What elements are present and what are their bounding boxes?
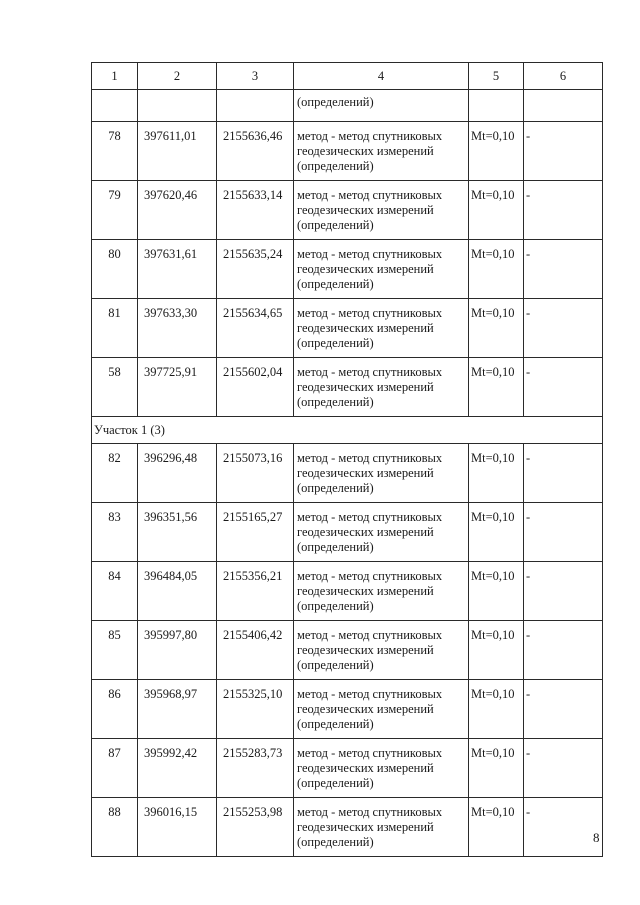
continuation-cell-6 bbox=[524, 90, 603, 122]
table-row bbox=[92, 680, 603, 739]
point-number-cell: 85 bbox=[92, 621, 138, 680]
coordinate-y-cell: 2155356,21 bbox=[217, 562, 294, 621]
method-cell: метод - метод спутниковых геодезических измерений (определений) bbox=[294, 358, 469, 417]
continuation-cell-2 bbox=[138, 90, 217, 122]
coordinate-x-cell: 395992,42 bbox=[138, 739, 217, 798]
note-cell: - bbox=[524, 503, 603, 562]
coordinate-x-cell: 396484,05 bbox=[138, 562, 217, 621]
note-cell: - bbox=[524, 358, 603, 417]
continuation-method-cell: (определений) bbox=[294, 90, 469, 122]
coordinate-y-cell: 2155636,46 bbox=[217, 122, 294, 181]
note-cell: - bbox=[524, 240, 603, 299]
point-number-cell: 82 bbox=[92, 444, 138, 503]
coordinate-x-cell: 397620,46 bbox=[138, 181, 217, 240]
point-number-cell: 81 bbox=[92, 299, 138, 358]
table-header-row bbox=[92, 63, 603, 90]
coordinate-x-cell: 395997,80 bbox=[138, 621, 217, 680]
note-cell: - bbox=[524, 739, 603, 798]
page-number: 8 bbox=[593, 830, 600, 845]
coordinate-y-cell: 2155406,42 bbox=[217, 621, 294, 680]
coordinate-x-cell: 396351,56 bbox=[138, 503, 217, 562]
column-number-2: 2 bbox=[138, 63, 217, 90]
method-cell: метод - метод спутниковых геодезических измерений (определений) bbox=[294, 503, 469, 562]
coordinate-x-cell: 397611,01 bbox=[138, 122, 217, 181]
table-row bbox=[92, 240, 603, 299]
continuation-cell-1 bbox=[92, 90, 138, 122]
coordinate-y-cell: 2155634,65 bbox=[217, 299, 294, 358]
coordinate-y-cell: 2155073,16 bbox=[217, 444, 294, 503]
accuracy-cell: Mt=0,10 bbox=[469, 299, 524, 358]
table-row bbox=[92, 299, 603, 358]
coordinates-table bbox=[91, 62, 603, 857]
accuracy-cell: Mt=0,10 bbox=[469, 621, 524, 680]
accuracy-cell: Mt=0,10 bbox=[469, 680, 524, 739]
point-number-cell: 87 bbox=[92, 739, 138, 798]
note-cell: - bbox=[524, 181, 603, 240]
note-cell: - bbox=[524, 562, 603, 621]
column-number-1: 1 bbox=[92, 63, 138, 90]
table-row bbox=[92, 621, 603, 680]
table-row bbox=[92, 503, 603, 562]
section-label: Участок 1 (3) bbox=[92, 417, 603, 444]
note-cell: - bbox=[524, 444, 603, 503]
method-cell: метод - метод спутниковых геодезических измерений (определений) bbox=[294, 181, 469, 240]
note-cell: - bbox=[524, 122, 603, 181]
point-number-cell: 88 bbox=[92, 798, 138, 857]
point-number-cell: 58 bbox=[92, 358, 138, 417]
table-row bbox=[92, 444, 603, 503]
table-row bbox=[92, 739, 603, 798]
coordinate-y-cell: 2155165,27 bbox=[217, 503, 294, 562]
accuracy-cell: Mt=0,10 bbox=[469, 240, 524, 299]
accuracy-cell: Mt=0,10 bbox=[469, 503, 524, 562]
coordinate-x-cell: 395968,97 bbox=[138, 680, 217, 739]
table-row bbox=[92, 181, 603, 240]
method-cell: метод - метод спутниковых геодезических измерений (определений) bbox=[294, 240, 469, 299]
accuracy-cell: Mt=0,10 bbox=[469, 122, 524, 181]
coordinate-x-cell: 397725,91 bbox=[138, 358, 217, 417]
coordinate-x-cell: 397633,30 bbox=[138, 299, 217, 358]
method-cell: метод - метод спутниковых геодезических измерений (определений) bbox=[294, 444, 469, 503]
accuracy-cell: Mt=0,10 bbox=[469, 562, 524, 621]
table-row bbox=[92, 358, 603, 417]
coordinate-y-cell: 2155253,98 bbox=[217, 798, 294, 857]
section-row bbox=[92, 417, 603, 444]
note-cell: - bbox=[524, 680, 603, 739]
accuracy-cell: Mt=0,10 bbox=[469, 798, 524, 857]
method-cell: метод - метод спутниковых геодезических измерений (определений) bbox=[294, 621, 469, 680]
point-number-cell: 80 bbox=[92, 240, 138, 299]
point-number-cell: 78 bbox=[92, 122, 138, 181]
method-cell: метод - метод спутниковых геодезических измерений (определений) bbox=[294, 299, 469, 358]
method-cell: метод - метод спутниковых геодезических измерений (определений) bbox=[294, 680, 469, 739]
note-cell: - bbox=[524, 299, 603, 358]
point-number-cell: 79 bbox=[92, 181, 138, 240]
coordinate-y-cell: 2155325,10 bbox=[217, 680, 294, 739]
column-number-6: 6 bbox=[524, 63, 603, 90]
accuracy-cell: Mt=0,10 bbox=[469, 358, 524, 417]
table-row bbox=[92, 122, 603, 181]
continuation-cell-3 bbox=[217, 90, 294, 122]
note-cell: - bbox=[524, 621, 603, 680]
accuracy-cell: Mt=0,10 bbox=[469, 444, 524, 503]
continuation-cell-5 bbox=[469, 90, 524, 122]
method-cell: метод - метод спутниковых геодезических измерений (определений) bbox=[294, 122, 469, 181]
method-cell: метод - метод спутниковых геодезических измерений (определений) bbox=[294, 562, 469, 621]
column-number-3: 3 bbox=[217, 63, 294, 90]
table-row bbox=[92, 798, 603, 857]
continuation-row bbox=[92, 90, 603, 122]
method-cell: метод - метод спутниковых геодезических измерений (определений) bbox=[294, 739, 469, 798]
column-number-4: 4 bbox=[294, 63, 469, 90]
note-cell: - bbox=[524, 798, 603, 857]
point-number-cell: 84 bbox=[92, 562, 138, 621]
table-body bbox=[92, 63, 603, 857]
coordinate-y-cell: 2155283,73 bbox=[217, 739, 294, 798]
table-row bbox=[92, 562, 603, 621]
accuracy-cell: Mt=0,10 bbox=[469, 181, 524, 240]
column-number-5: 5 bbox=[469, 63, 524, 90]
coordinate-y-cell: 2155635,24 bbox=[217, 240, 294, 299]
coordinate-x-cell: 397631,61 bbox=[138, 240, 217, 299]
point-number-cell: 86 bbox=[92, 680, 138, 739]
point-number-cell: 83 bbox=[92, 503, 138, 562]
coordinate-y-cell: 2155633,14 bbox=[217, 181, 294, 240]
coordinate-y-cell: 2155602,04 bbox=[217, 358, 294, 417]
method-cell: метод - метод спутниковых геодезических измерений (определений) bbox=[294, 798, 469, 857]
coordinate-x-cell: 396016,15 bbox=[138, 798, 217, 857]
coordinate-x-cell: 396296,48 bbox=[138, 444, 217, 503]
accuracy-cell: Mt=0,10 bbox=[469, 739, 524, 798]
